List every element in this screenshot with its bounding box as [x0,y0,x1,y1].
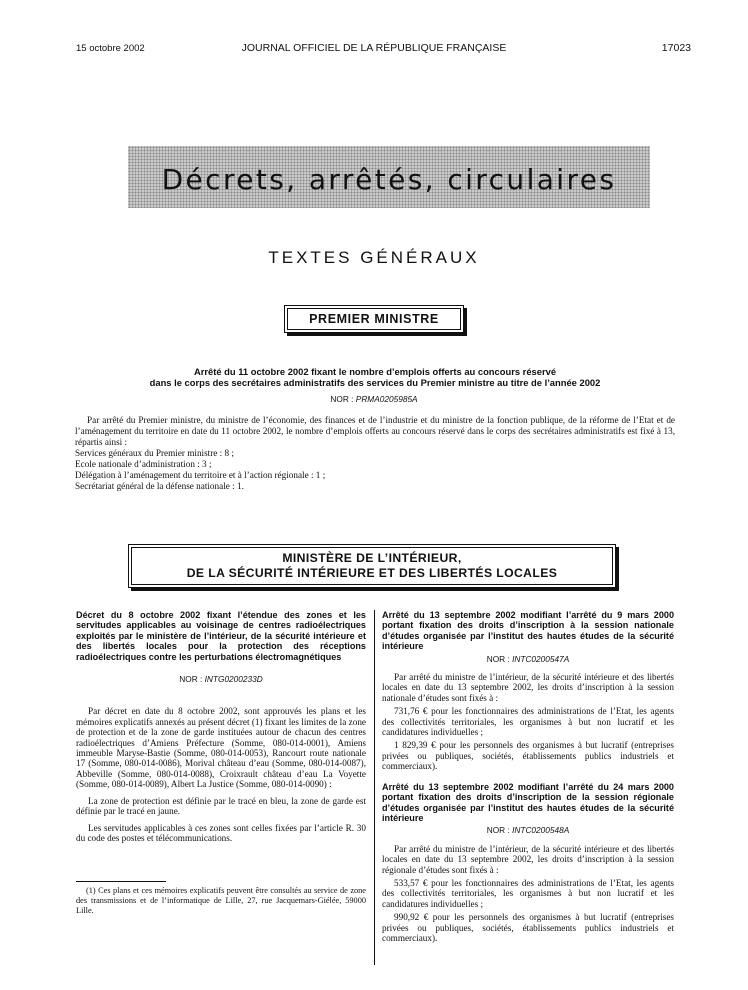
decret-paragraph: La zone de protection est définie par le tracé en bleu, la zone de garde est définie par le tracé en jaune. [76,795,366,817]
arrete-mars24-title: Arrêté du 13 septembre 2002 modifiant l’arrêté du 24 mars 2000 portant fixation des droits d’inscription de la session régionale d’études organisée par l’institut des hautes études de la sécurité intérieure [382,781,674,823]
page-number: 17023 [661,42,691,54]
section-title: TEXTES GÉNÉRAUX [268,248,480,267]
list-item: 1 829,39 € pour les personnels des organismes à but lucratif (entreprises privées ou publiques, sociétés, établissements publics industriels et commerciaux). [382,740,674,772]
nor-label: NOR : [179,674,203,685]
arrete-mars24-nor [382,825,674,835]
arrete-pm-paragraph: Par arrêté du Premier ministre, du ministre de l’économie, des finances et de l’industrie et du ministre de la fonction publique, de la réforme de l’Etat et de l’aménagement du territoire en date du 11 octobre 2002, le nombre d’emplois offerts au concours réservé dans le corps des secrétaires administratifs est fixé à 13, répartis ainsi : [75,415,675,447]
right-column [382,610,674,946]
arrete-mars9-intro: Par arrêté du ministre de l’intérieur, de la sécurité intérieure et des libertés locales en date du 13 septembre 2002, les droits d’inscription à la session nationale d’études sont fixés à : [382,672,674,703]
nor-label: NOR : [486,653,510,664]
decret-title: Décret du 8 octobre 2002 fixant l’étendue des zones et les servitudes applicables au voisinage de centres radioélectriques exploités par le ministère de l’intérieur, de la sécurité intérieure et des libertés locales pour la protection des réceptions radioélectriques contre les perturbations électromagnétiques [76,610,366,662]
column-divider [374,610,375,965]
nor-code: INTC0200548A [512,825,570,836]
ministere-interieur-box [128,544,616,588]
arrete-pm-nor [0,394,748,404]
nor-code: INTC0200547A [512,653,570,664]
list-item: 533,57 € pour les fonctionnaires des administrations de l’Etat, les agents des collectivités territoriales, les organismes à but non lucratif et les candidatures individuelles ; [382,877,674,909]
banner-title: Décrets, arrêtés, circulaires [161,162,617,196]
decret-footnote: (1) Ces plans et ces mémoires explicatifs peuvent être consultés au service de zone des transmissions et de l’informatique de Lille, 27, rue Jacquemars-Giélée, 59000 Lille. [76,886,366,916]
ministere-line2: DE LA SÉCURITÉ INTÉRIEURE ET DES LIBERTÉS LOCALES [186,566,558,580]
list-item: Ecole nationale d’administration : 3 ; [75,459,212,469]
running-header [0,40,748,56]
premier-ministre-box: PREMIER MINISTRE [284,305,464,333]
footnote-rule [76,881,166,882]
list-item: Secrétariat général de la défense nationale : 1. [75,481,244,491]
decret-paragraph: Par décret en date du 8 octobre 2002, sont approuvés les plans et les mémoires explicatifs annexés au présent décret (1) fixant les limites de la zone de protection et de la zone de garde instituées autour de chacun des centres radioélectriques d’Amiens Préfecture (Somme, 080-014-0001), Amiens immeuble Maryse-Bastie (Somme, 080-014-0053), Rancourt route nationale 17 (Somme, 080-014-0086), Morival château d’eau (Somme, 080-014-0087), Abbeville (Somme, 080-014-0088), Croixrault château d’eau La Voyette (Somme, 080-014-0089), Albert La Justice (Somme, 080-014-0090) : [76,706,366,790]
decret-nor [76,674,366,684]
issue-date: 15 octobre 2002 [76,43,145,54]
ministere-line1: MINISTÈRE DE L’INTÉRIEUR, [282,551,462,565]
nor-label: NOR : [486,825,510,836]
arrete-pm-title [75,366,675,388]
nor-code: PRMA0205985A [355,394,418,404]
decret-paragraph: Les servitudes applicables à ces zones sont celles fixées par l’article R. 30 du code des postes et télécommunications. [76,822,366,843]
arrete-mars24-intro: Par arrêté du ministre de l’intérieur, de la sécurité intérieure et des libertés locales en date du 13 septembre 2002, les droits d’inscription à la session régionale d’études sont fixés à : [382,843,674,875]
nor-label: NOR : [330,394,354,404]
list-item: Services généraux du Premier ministre : 8 ; [75,448,234,458]
arrete-pm-title-line1: Arrêté du 11 octobre 2002 fixant le nombre d’emplois offerts au concours réservé [193,366,557,377]
left-column [76,610,366,916]
nor-code: INTG0200233D [204,674,263,685]
arrete-pm-title-line2: dans le corps des secrétaires administratifs des services du Premier ministre au titre de l’année 2002 [149,377,601,388]
list-item: 731,76 € pour les fonctionnaires des administrations de l’Etat, les agents des collectivités territoriales, les organismes à but non lucratif et les candidatures individuelles ; [382,706,674,738]
arrete-pm-body [75,415,675,492]
arrete-mars9-nor [382,654,674,664]
list-item: 990,92 € pour les personnels des organismes à but lucratif (entreprises privées ou publiques, sociétés, établissements publics industriels et commerciaux). [382,912,674,943]
list-item: Délégation à l’aménagement du territoire et à l’action régionale : 1 ; [75,470,326,480]
arrete-mars9-title: Arrêté du 13 septembre 2002 modifiant l’arrêté du 9 mars 2000 portant fixation des droits d’inscription à la session nationale d’études organisée par l’institut des hautes études de la sécurité intérieure [382,610,674,652]
section-banner [128,146,650,208]
journal-title: JOURNAL OFFICIEL DE LA RÉPUBLIQUE FRANÇAISE [241,42,507,54]
